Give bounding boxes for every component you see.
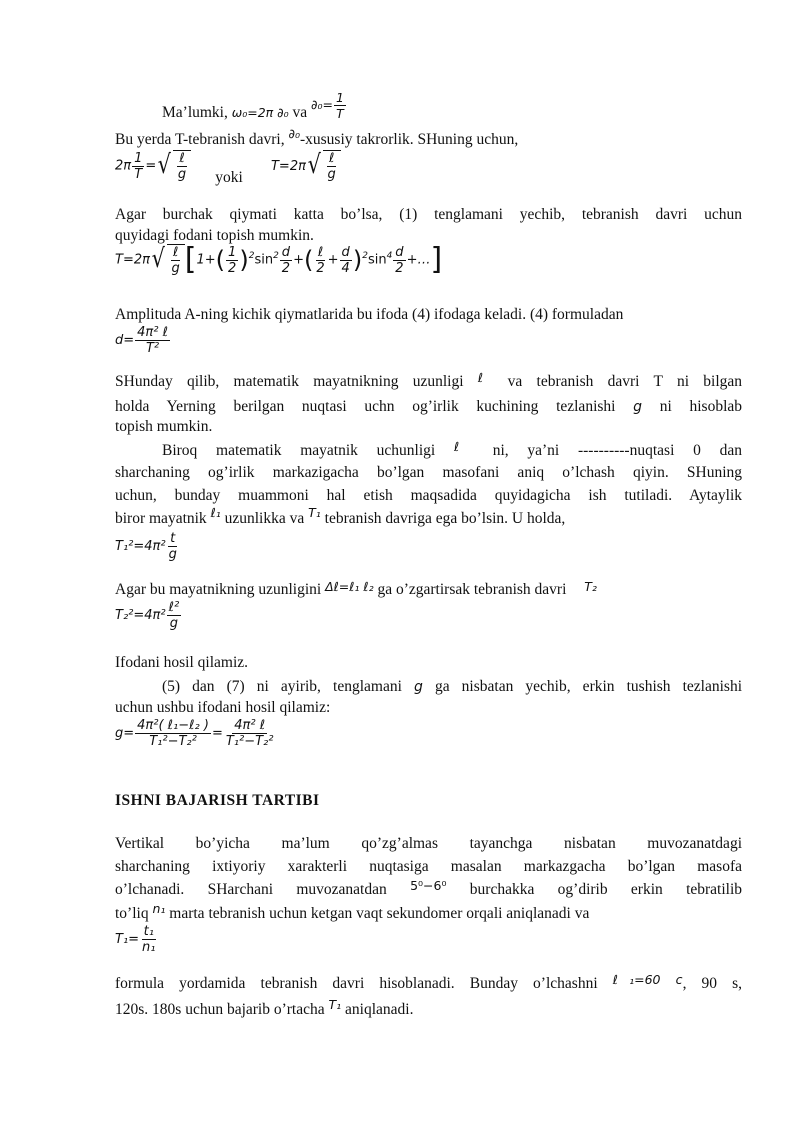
paragraph-however-line3: uchun, bunday muammoni hal etish maqsadida quyidagicha ish tutiladi. Aytaylik [115, 487, 742, 504]
measurement-text-d: aniqlanadi. [345, 1001, 414, 1018]
thus-text-c: holda Yerning berilgan nuqtasi uchn og’irlik kuchining tezlanishi [115, 398, 616, 415]
exponent: 2 [362, 251, 368, 262]
fraction-numerator: 4π²( ℓ₁−ℓ₂ ) [137, 718, 209, 733]
fraction-denominator: T² [145, 341, 160, 356]
radical-sign: √ [151, 244, 165, 274]
fraction [167, 600, 182, 631]
fraction-denominator: T₁²−T₂² [225, 734, 274, 749]
fraction [135, 325, 170, 356]
fraction-numerator: t₁ [143, 924, 154, 939]
fraction-numerator: t [170, 531, 176, 546]
equation-period-measured [115, 924, 159, 955]
fraction [224, 718, 276, 749]
square-root [150, 244, 185, 276]
procedure-text-c: to’liq [115, 905, 149, 922]
ellipsis: +… [406, 252, 431, 268]
eq4-one-plus: 1+ [196, 252, 216, 268]
fraction-numerator: 1 [335, 90, 344, 105]
equation-period [115, 150, 341, 186]
fraction-numerator: ℓ [317, 244, 324, 260]
however-text-a: Biroq matematik mayatnik uchunligi [162, 442, 436, 459]
eq5-left: d= [115, 333, 135, 348]
paragraph-thus-line2 [115, 398, 742, 416]
procedure-text-d: marta tebranish uchun ketgan vaqt sekundomer orqali aniqlanadi va [169, 905, 590, 922]
fraction [135, 718, 211, 749]
paren-open: ( [303, 246, 314, 274]
fraction [170, 245, 182, 276]
paragraph-large-angle-line1: Agar burchak qiymati katta bo’lsa, (1) tenglamani yechib, tebranish davri uchun [115, 206, 742, 223]
bracket-open: [ [184, 242, 197, 277]
fraction [226, 245, 238, 276]
symbol-angle: 5⁰−6⁰ [410, 878, 447, 893]
word-va: va [292, 104, 308, 121]
sin-function: sin [367, 252, 387, 268]
equation-gravity [115, 718, 276, 749]
eq8-left: g= [115, 726, 135, 741]
paragraph-result: Ifodani hosil qilamiz. [115, 654, 249, 671]
paragraph-procedure-line4 [115, 901, 742, 923]
thus-text-a: SHunday qilib, matematik mayatnikning uzunligi [115, 373, 464, 390]
fraction-denominator: g [327, 167, 336, 182]
symbol-length: ℓ [453, 439, 474, 454]
paragraph-amplitude: Amplituda A-ning kichik qiymatlarida bu ifoda (4) ifodaga keladi. (4) formuladan [115, 306, 624, 323]
paragraph-measurement-line1 [115, 972, 743, 993]
symbol-count: n₁ [152, 901, 166, 916]
definition-text-b: -xususiy takrorlik. SHuning uchun, [299, 131, 519, 148]
symbol-period-1: T₁ [308, 505, 321, 520]
exponent: 2 [273, 251, 279, 262]
change-text-b: ga o’zgartirsak tebranish davri [377, 581, 567, 598]
symbol-delta-length: Δℓ=ℓ₁ ℓ₂ [325, 579, 374, 594]
fraction-denominator: 2 [228, 260, 237, 276]
fraction-denominator: 4 [341, 260, 350, 276]
sin-function: sin [254, 252, 274, 268]
fraction-numerator: d [341, 244, 350, 260]
exponent: 2 [248, 251, 255, 262]
fraction-denominator: g [168, 547, 177, 562]
formula-omega: ω₀=2π ∂₀ [231, 105, 289, 120]
equals-sign: = [145, 158, 157, 174]
paragraph-subtract-line2: uchun ushbu ifodani hosil qilamiz: [115, 699, 331, 716]
plus-sign: + [327, 252, 339, 268]
section-heading: ISHNI BAJARISH TARTIBI [115, 792, 320, 809]
paragraph-procedure-line3 [115, 878, 743, 899]
exponent: 4 [386, 251, 393, 262]
fraction-denominator: 2 [316, 260, 325, 276]
square-root [306, 150, 341, 182]
fraction-denominator: g [171, 261, 180, 276]
symbol-period-2: T₂ [584, 579, 597, 594]
paragraph-thus-line1 [115, 370, 743, 391]
symbol-length: ℓ [477, 370, 494, 385]
however-text-b: ni, ya’ni ----------nuqtasi 0 dan [492, 442, 742, 459]
fraction-numerator: d [395, 244, 404, 260]
procedure-text-b: burchakka og’dirib erkin tebratilib [469, 881, 743, 898]
fraction-numerator: ℓ [172, 245, 179, 260]
paragraph-change-length [115, 581, 742, 599]
intro-text: Ma’lumki, [162, 104, 228, 121]
fraction [314, 245, 326, 276]
equation-series [115, 244, 442, 276]
fraction [340, 245, 352, 276]
fraction-denominator: g [169, 616, 178, 631]
equation-t1 [115, 531, 180, 562]
eq6-left: T₁²=4π² [115, 539, 166, 554]
equation-d [115, 325, 171, 356]
paragraph-procedure-line2: sharchaning ixtiyoriy xarakterli nuqtasiga masalan markazgacha bo’lgan masofa [115, 858, 742, 875]
symbol-gravity: g [413, 679, 423, 695]
however-text-c: biror mayatnik [115, 510, 207, 527]
change-text-a: Agar bu mayatnikning uzunligini [115, 581, 322, 598]
thus-text-b: va tebranish davri T ni bilgan [507, 373, 743, 390]
fraction-numerator: ℓ [179, 151, 185, 166]
radical-sign: √ [307, 150, 321, 180]
plus-sign: + [293, 252, 304, 268]
paragraph-however-line1 [115, 439, 742, 460]
subtract-text-a: (5) dan (7) ni ayirib, tenglamani [162, 678, 402, 695]
word-yoki: yoki [215, 168, 243, 186]
paragraph-however-line2: sharchaning og’irlik markazigacha bo’lgan masofani aniq o’lchash qiyin. SHuning [115, 464, 742, 481]
measurement-text-c: 120s. 180s uchun bajarib o’rtacha [115, 1001, 325, 1018]
paragraph-subtract-line1 [115, 678, 742, 696]
equation-t2 [115, 600, 182, 631]
fraction [167, 531, 179, 562]
symbol-gravity: g [633, 399, 643, 415]
procedure-text-a: o’lchanadi. SHarchani muvozanatdan [115, 881, 387, 898]
fraction-denominator: T [336, 106, 344, 121]
square-root [156, 150, 191, 182]
subtract-text-b: ga nisbatan yechib, erkin tushish tezlanishi [434, 678, 743, 695]
fraction [280, 245, 292, 276]
symbol-period-1: T₁ [328, 997, 342, 1012]
fraction-numerator: d [281, 244, 291, 260]
fraction-denominator: 2 [395, 260, 404, 276]
however-text-e: tebranish davriga ega bo’lsin. U holda, [324, 510, 566, 527]
formula-frequency-left: ∂₀= [311, 97, 333, 112]
fraction-denominator: g [177, 167, 187, 182]
paragraph-thus-line3: topish mumkin. [115, 418, 213, 435]
paren-open: ( [215, 246, 226, 274]
bracket-close: ] [430, 242, 443, 277]
fraction-denominator: n₁ [142, 940, 156, 955]
fraction [140, 924, 157, 955]
symbol-length-value: ℓ₁=60 c [612, 972, 683, 987]
eq3-right: T=2π [270, 158, 306, 174]
paragraph-measurement-line2 [115, 997, 742, 1019]
fraction [326, 151, 338, 182]
measurement-text-b: , 90 s, [682, 975, 743, 992]
paragraph-intro [115, 90, 789, 129]
paragraph-however-line4 [115, 505, 742, 528]
measurement-text-a: formula yordamida tebranish davri hisoblanadi. Bunday o’lchashni [115, 975, 598, 992]
equals-sign: = [211, 726, 223, 741]
eq9-left: T₁= [115, 932, 140, 947]
fraction-denominator: 2 [281, 260, 291, 276]
fraction-numerator: 4π² ℓ [234, 718, 266, 733]
fraction-numerator: 1 [134, 150, 143, 166]
fraction-numerator: ℓ² [168, 600, 180, 615]
paragraph-large-angle-line2: quyidagi fodani topish mumkin. [115, 227, 314, 244]
paragraph-definition [115, 126, 742, 149]
fraction-numerator: ℓ [328, 151, 335, 166]
eq3-coef: 2π [115, 158, 132, 174]
radical-sign: √ [157, 150, 172, 180]
fraction-denominator: T [134, 166, 143, 182]
formula-frequency [311, 90, 347, 121]
fraction [334, 90, 346, 121]
fraction-denominator: T₁²−T₂² [149, 734, 197, 749]
thus-text-d: ni hisoblab [659, 398, 742, 415]
eq4-left: T=2π [115, 252, 150, 268]
fraction-numerator: 1 [228, 244, 237, 260]
paren-close: ) [352, 246, 363, 274]
paragraph-procedure-line1: Vertikal bo’yicha ma’lum qo’zg’almas tayanchga nisbatan muvozanatdagi [115, 835, 742, 852]
however-text-d: uzunlikka va [224, 510, 305, 527]
symbol-length-1: ℓ₁ [210, 505, 221, 520]
fraction [393, 245, 405, 276]
fraction [132, 151, 144, 182]
fraction [176, 151, 188, 182]
eq7-left: T₂²=4π² [115, 608, 166, 623]
fraction-numerator: 4π² ℓ [137, 325, 168, 340]
definition-text-a: Bu yerda T-tebranish davri, [115, 131, 285, 148]
symbol-frequency: ∂₀ [288, 126, 300, 141]
paren-close: ) [239, 246, 249, 274]
